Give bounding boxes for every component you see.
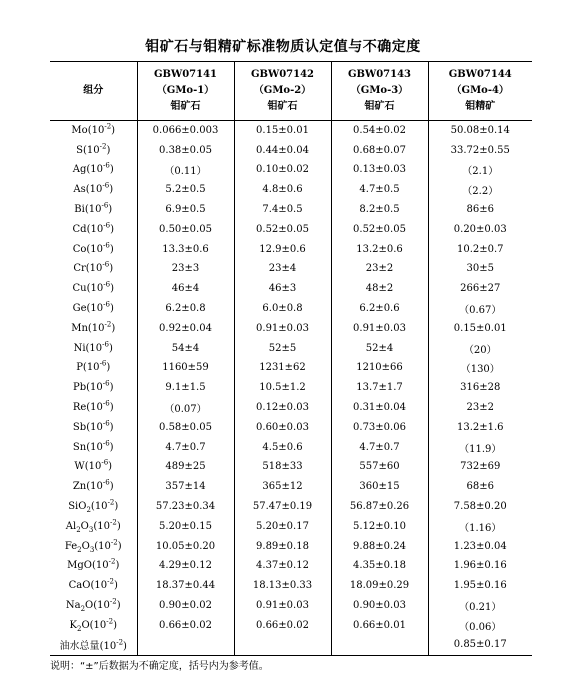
unit-exponent: -2	[109, 597, 117, 606]
unit-exponent: -2	[108, 558, 116, 567]
table-row	[50, 635, 532, 655]
header-sample: （GMo-2）	[253, 85, 312, 96]
value-cell: 68±6	[428, 477, 532, 497]
value-cell: 5.20±0.17	[234, 516, 331, 536]
value-cell: 1.96±0.16	[428, 556, 532, 576]
value-cell: 57.23±0.34	[137, 497, 234, 517]
table-row	[50, 437, 532, 457]
table-row	[50, 556, 532, 576]
unit-exponent: -6	[99, 360, 107, 369]
component-cell: $Zn(10^{-6})$	[72, 478, 114, 493]
component-symbol: Mo	[71, 125, 88, 137]
table-row	[50, 378, 532, 398]
value-cell: 23±2	[428, 398, 532, 418]
value-cell: 0.15±0.01	[234, 121, 331, 141]
value-cell: 0.58±0.05	[137, 417, 234, 437]
table-body	[50, 121, 532, 656]
component-subscript: 2	[86, 506, 91, 515]
table-row	[50, 497, 532, 517]
component-cell: $Na_2O(10^{-2})$	[65, 597, 121, 614]
component-cell: $Fe_2O_3(10^{-2})$	[64, 538, 122, 554]
component-symbol: Na	[65, 600, 81, 612]
component-cell: $S(10^{-2})$	[76, 142, 111, 156]
table-row	[50, 219, 532, 239]
unit-exponent: -2	[104, 122, 112, 131]
value-cell: 23±3	[137, 259, 234, 279]
table-row	[50, 259, 532, 279]
value-cell: 4.29±0.12	[137, 556, 234, 576]
unit-exponent: -6	[103, 221, 111, 230]
component-cell: $Re(10^{-6})$	[72, 399, 114, 414]
header-gbw07143	[331, 62, 428, 121]
table-note: 说明：“±”后数据为不确定度，括号内为参考值。	[50, 661, 269, 672]
table-row	[50, 615, 532, 635]
table-row	[50, 200, 532, 220]
value-cell: 9.88±0.24	[331, 536, 428, 556]
value-cell: 4.7±0.5	[331, 180, 428, 200]
value-cell: （11.9）	[428, 437, 532, 457]
value-cell: （0.07）	[137, 398, 234, 418]
value-cell: 5.2±0.5	[137, 180, 234, 200]
table-title: 钼矿石与钼精矿标准物质认定值与不确定度	[145, 39, 421, 55]
value-cell: 1.23±0.04	[428, 536, 532, 556]
component-cell: $K_2O(10^{-2})$	[69, 617, 118, 633]
value-cell: 489±25	[137, 457, 234, 477]
component-symbol: 油水总量	[59, 641, 100, 653]
header-component: 组分	[50, 62, 137, 121]
component-subscript: 3	[88, 525, 94, 534]
component-cell: $Al_2O_3(10^{-2})$	[65, 518, 121, 534]
value-cell: 13.7±1.7	[331, 378, 428, 398]
value-cell: 4.7±0.7	[331, 437, 428, 457]
value-cell: 13.2±1.6	[428, 417, 532, 437]
value-cell: 23±4	[234, 259, 331, 279]
value-cell: 52±5	[234, 338, 331, 358]
component-symbol: Cu	[72, 283, 87, 295]
component-cell: $Ag(10^{-6})$	[72, 162, 114, 176]
value-cell	[234, 635, 331, 655]
table-row	[50, 338, 532, 358]
value-cell: 357±14	[137, 477, 234, 497]
value-cell: 0.91±0.03	[331, 318, 428, 338]
value-cell: 10.5±1.2	[234, 378, 331, 398]
value-cell: 0.73±0.06	[331, 417, 428, 437]
table-row	[50, 417, 532, 437]
value-cell	[331, 635, 428, 655]
value-cell: 46±3	[234, 279, 331, 299]
component-cell: $Mn(10^{-2})$	[71, 320, 116, 334]
value-cell: 0.66±0.01	[331, 615, 428, 635]
unit-exponent: -2	[110, 538, 118, 547]
value-cell: 360±15	[331, 477, 428, 497]
value-cell: 50.08±0.14	[428, 121, 532, 141]
unit-exponent: -6	[103, 162, 110, 171]
value-cell: 0.50±0.05	[137, 219, 234, 239]
value-cell: 9.1±1.5	[137, 378, 234, 398]
value-cell: 1160±59	[137, 358, 234, 378]
unit-exponent: -6	[103, 241, 110, 250]
component-cell: $Cu(10^{-6})$	[72, 280, 114, 295]
component-symbol: Zn	[72, 481, 87, 493]
component-cell: $Co(10^{-6})$	[72, 241, 114, 255]
value-cell: 6.0±0.8	[234, 299, 331, 319]
unit-exponent: -6	[101, 201, 109, 210]
value-cell: 1210±66	[331, 358, 428, 378]
unit-exponent: -6	[102, 399, 110, 408]
unit-exponent: -6	[103, 280, 111, 289]
component-symbol: O	[81, 540, 90, 552]
unit-exponent: -6	[102, 261, 110, 270]
component-cell: $P(10^{-6})$	[76, 360, 111, 374]
component-symbol: W	[74, 461, 85, 473]
component-symbol: MgO	[67, 560, 92, 572]
value-cell: 0.54±0.02	[331, 121, 428, 141]
value-cell	[137, 635, 234, 655]
value-cell: 8.2±0.5	[331, 200, 428, 220]
component-symbol: Bi	[74, 204, 85, 216]
value-cell: 6.9±0.5	[137, 200, 234, 220]
value-cell: 0.52±0.05	[331, 219, 428, 239]
component-symbol: Co	[72, 243, 87, 255]
unit-exponent: -6	[102, 340, 109, 349]
component-cell: $Cd(10^{-6})$	[72, 221, 114, 235]
value-cell: （0.11）	[137, 160, 234, 180]
table-row	[50, 358, 532, 378]
value-cell: 6.2±0.8	[137, 299, 234, 319]
value-cell: （130）	[428, 358, 532, 378]
unit-exponent: -2	[104, 320, 112, 329]
component-symbol: CaO	[68, 580, 91, 592]
value-cell: 33.72±0.55	[428, 140, 532, 160]
value-cell: 0.91±0.03	[234, 596, 331, 616]
table-row	[50, 457, 532, 477]
value-cell: 0.38±0.05	[137, 140, 234, 160]
value-cell: 48±2	[331, 279, 428, 299]
component-cell: $Sn(10^{-6})$	[72, 439, 114, 453]
unit-exponent: -6	[102, 181, 110, 190]
value-cell: 0.10±0.02	[234, 160, 331, 180]
table-header-row	[50, 62, 532, 121]
header-gbw07141	[137, 62, 234, 121]
table-row	[50, 398, 532, 418]
component-symbol: Sb	[72, 421, 87, 433]
table-row	[50, 477, 532, 497]
value-cell: 518±33	[234, 457, 331, 477]
value-cell: 0.13±0.03	[331, 160, 428, 180]
value-cell: 5.20±0.15	[137, 516, 234, 536]
value-cell: 7.4±0.5	[234, 200, 331, 220]
value-cell: （0.06）	[428, 615, 532, 635]
component-cell: $Mo(10^{-2})$	[71, 122, 116, 137]
value-cell: 365±12	[234, 477, 331, 497]
unit-exponent: -2	[107, 498, 115, 507]
value-cell: 0.15±0.01	[428, 318, 532, 338]
component-cell: $Bi(10^{-6})$	[74, 201, 113, 216]
component-symbol: Cd	[72, 223, 87, 235]
value-cell: （20）	[428, 338, 532, 358]
value-cell: （1.16）	[428, 516, 532, 536]
value-cell: 0.91±0.03	[234, 318, 331, 338]
component-subscript: 2	[76, 624, 82, 633]
header-material: 钼矿石	[170, 101, 201, 112]
value-cell: 4.7±0.7	[137, 437, 234, 457]
component-symbol: Ni	[73, 342, 86, 354]
value-cell: 56.87±0.26	[331, 497, 428, 517]
value-cell: 0.90±0.03	[331, 596, 428, 616]
value-cell: 0.20±0.03	[428, 219, 532, 239]
value-cell: 0.52±0.05	[234, 219, 331, 239]
table-row	[50, 140, 532, 160]
value-cell: 0.31±0.04	[331, 398, 428, 418]
header-gbw07142	[234, 62, 331, 121]
value-cell: 0.12±0.03	[234, 398, 331, 418]
component-symbol: Sn	[72, 441, 87, 453]
component-subscript: 2	[76, 525, 81, 534]
unit-exponent: -6	[102, 379, 110, 388]
component-cell: $Ni(10^{-6})$	[73, 340, 113, 354]
value-cell: 316±28	[428, 378, 532, 398]
unit-exponent: -6	[103, 300, 110, 309]
table-row	[50, 299, 532, 319]
value-cell: 30±5	[428, 259, 532, 279]
unit-exponent: -6	[102, 439, 110, 448]
value-cell: 86±6	[428, 200, 532, 220]
value-cell: 18.13±0.33	[234, 576, 331, 596]
unit-exponent: -6	[101, 459, 109, 468]
value-cell: 9.89±0.18	[234, 536, 331, 556]
component-symbol: S	[76, 144, 83, 156]
component-cell: 油水总量$(10^{-2})$	[50, 635, 137, 655]
value-cell: 0.066±0.003	[137, 121, 234, 141]
value-cell: 557±60	[331, 457, 428, 477]
component-symbol: O	[81, 619, 90, 631]
component-cell: $Sb(10^{-6})$	[72, 419, 114, 433]
value-cell: 4.37±0.12	[234, 556, 331, 576]
component-symbol: SiO	[68, 501, 87, 513]
table-row	[50, 180, 532, 200]
header-material: 钼矿石	[267, 101, 298, 112]
value-cell: 18.37±0.44	[137, 576, 234, 596]
table-row	[50, 279, 532, 299]
component-symbol: O	[85, 600, 94, 612]
component-symbol: As	[73, 184, 86, 196]
value-cell: 54±4	[137, 338, 234, 358]
value-cell: 52±4	[331, 338, 428, 358]
value-cell: 4.5±0.6	[234, 437, 331, 457]
value-cell: 0.92±0.04	[137, 318, 234, 338]
header-material: 钼精矿	[465, 101, 496, 112]
table-row	[50, 239, 532, 259]
unit-exponent: -6	[102, 419, 110, 428]
unit-exponent: -2	[107, 577, 114, 586]
component-subscript: 3	[89, 545, 95, 554]
value-cell: 13.2±0.6	[331, 239, 428, 259]
value-cell: 57.47±0.19	[234, 497, 331, 517]
component-cell: $Cr(10^{-6})$	[73, 261, 114, 275]
component-subscript: 2	[80, 605, 86, 614]
component-cell: $Pb(10^{-6})$	[72, 379, 114, 394]
component-cell: $CaO(10^{-2})$	[68, 577, 118, 592]
value-cell: 46±4	[137, 279, 234, 299]
unit-exponent: -2	[109, 518, 117, 527]
value-cell: 18.09±0.29	[331, 576, 428, 596]
component-symbol: Cr	[73, 263, 86, 275]
unit-exponent: -2	[116, 639, 124, 648]
header-gbw07144	[428, 62, 532, 121]
unit-exponent: -2	[99, 142, 107, 151]
component-subscript: 2	[77, 545, 82, 554]
value-cell: 4.35±0.18	[331, 556, 428, 576]
reference-values-table	[50, 61, 532, 656]
header-sample: （GMo-4）	[451, 85, 509, 96]
table-row	[50, 596, 532, 616]
value-cell: 7.58±0.20	[428, 497, 532, 517]
value-cell: 0.60±0.03	[234, 417, 331, 437]
value-cell: 1231±62	[234, 358, 331, 378]
component-symbol: Re	[72, 402, 87, 414]
component-symbol: Al	[65, 520, 77, 532]
component-cell: $Ge(10^{-6})$	[72, 300, 114, 315]
component-cell: $W(10^{-6})$	[74, 459, 113, 473]
component-cell: $SiO_2(10^{-2})$	[68, 498, 119, 515]
value-cell: 10.05±0.20	[137, 536, 234, 556]
value-cell: 23±2	[331, 259, 428, 279]
value-cell: 4.8±0.6	[234, 180, 331, 200]
unit-exponent: -2	[106, 617, 114, 626]
header-code: GBW07143	[347, 69, 411, 80]
component-symbol: K	[69, 619, 77, 631]
header-code: GBW07141	[153, 69, 217, 80]
value-cell: 0.66±0.02	[137, 615, 234, 635]
value-cell: 0.90±0.02	[137, 596, 234, 616]
value-cell: （0.67）	[428, 299, 532, 319]
header-code: GBW07142	[250, 69, 314, 80]
value-cell: 0.68±0.07	[331, 140, 428, 160]
value-cell: （0.21）	[428, 596, 532, 616]
component-symbol: O	[80, 520, 89, 532]
value-cell: （2.2）	[428, 180, 532, 200]
table-row	[50, 576, 532, 596]
header-sample: （GMo-1）	[156, 85, 215, 96]
header-material: 钼矿石	[364, 101, 395, 112]
value-cell: 266±27	[428, 279, 532, 299]
value-cell: 10.2±0.7	[428, 239, 532, 259]
value-cell: 0.66±0.02	[234, 615, 331, 635]
value-cell: 6.2±0.6	[331, 299, 428, 319]
value-cell: （2.1）	[428, 160, 532, 180]
component-symbol: P	[76, 362, 83, 374]
component-symbol: Ag	[72, 164, 87, 176]
table-row	[50, 121, 532, 141]
value-cell: 0.85±0.17	[428, 635, 532, 655]
value-cell: 1.95±0.16	[428, 576, 532, 596]
component-cell: $As(10^{-6})$	[73, 181, 114, 196]
table-row	[50, 160, 532, 180]
component-cell: $MgO(10^{-2})$	[67, 558, 120, 572]
header-code: GBW07144	[448, 69, 512, 80]
component-symbol: Fe	[64, 540, 78, 552]
header-sample: （GMo-3）	[350, 85, 409, 96]
unit-exponent: -6	[102, 478, 110, 487]
table-row	[50, 536, 532, 556]
value-cell: 5.12±0.10	[331, 516, 428, 536]
table-row	[50, 318, 532, 338]
component-symbol: Ge	[72, 303, 87, 315]
component-symbol: Pb	[72, 382, 87, 394]
value-cell: 12.9±0.6	[234, 239, 331, 259]
table-row	[50, 516, 532, 536]
value-cell: 0.44±0.04	[234, 140, 331, 160]
value-cell: 13.3±0.6	[137, 239, 234, 259]
value-cell: 732±69	[428, 457, 532, 477]
component-symbol: Mn	[71, 322, 88, 334]
